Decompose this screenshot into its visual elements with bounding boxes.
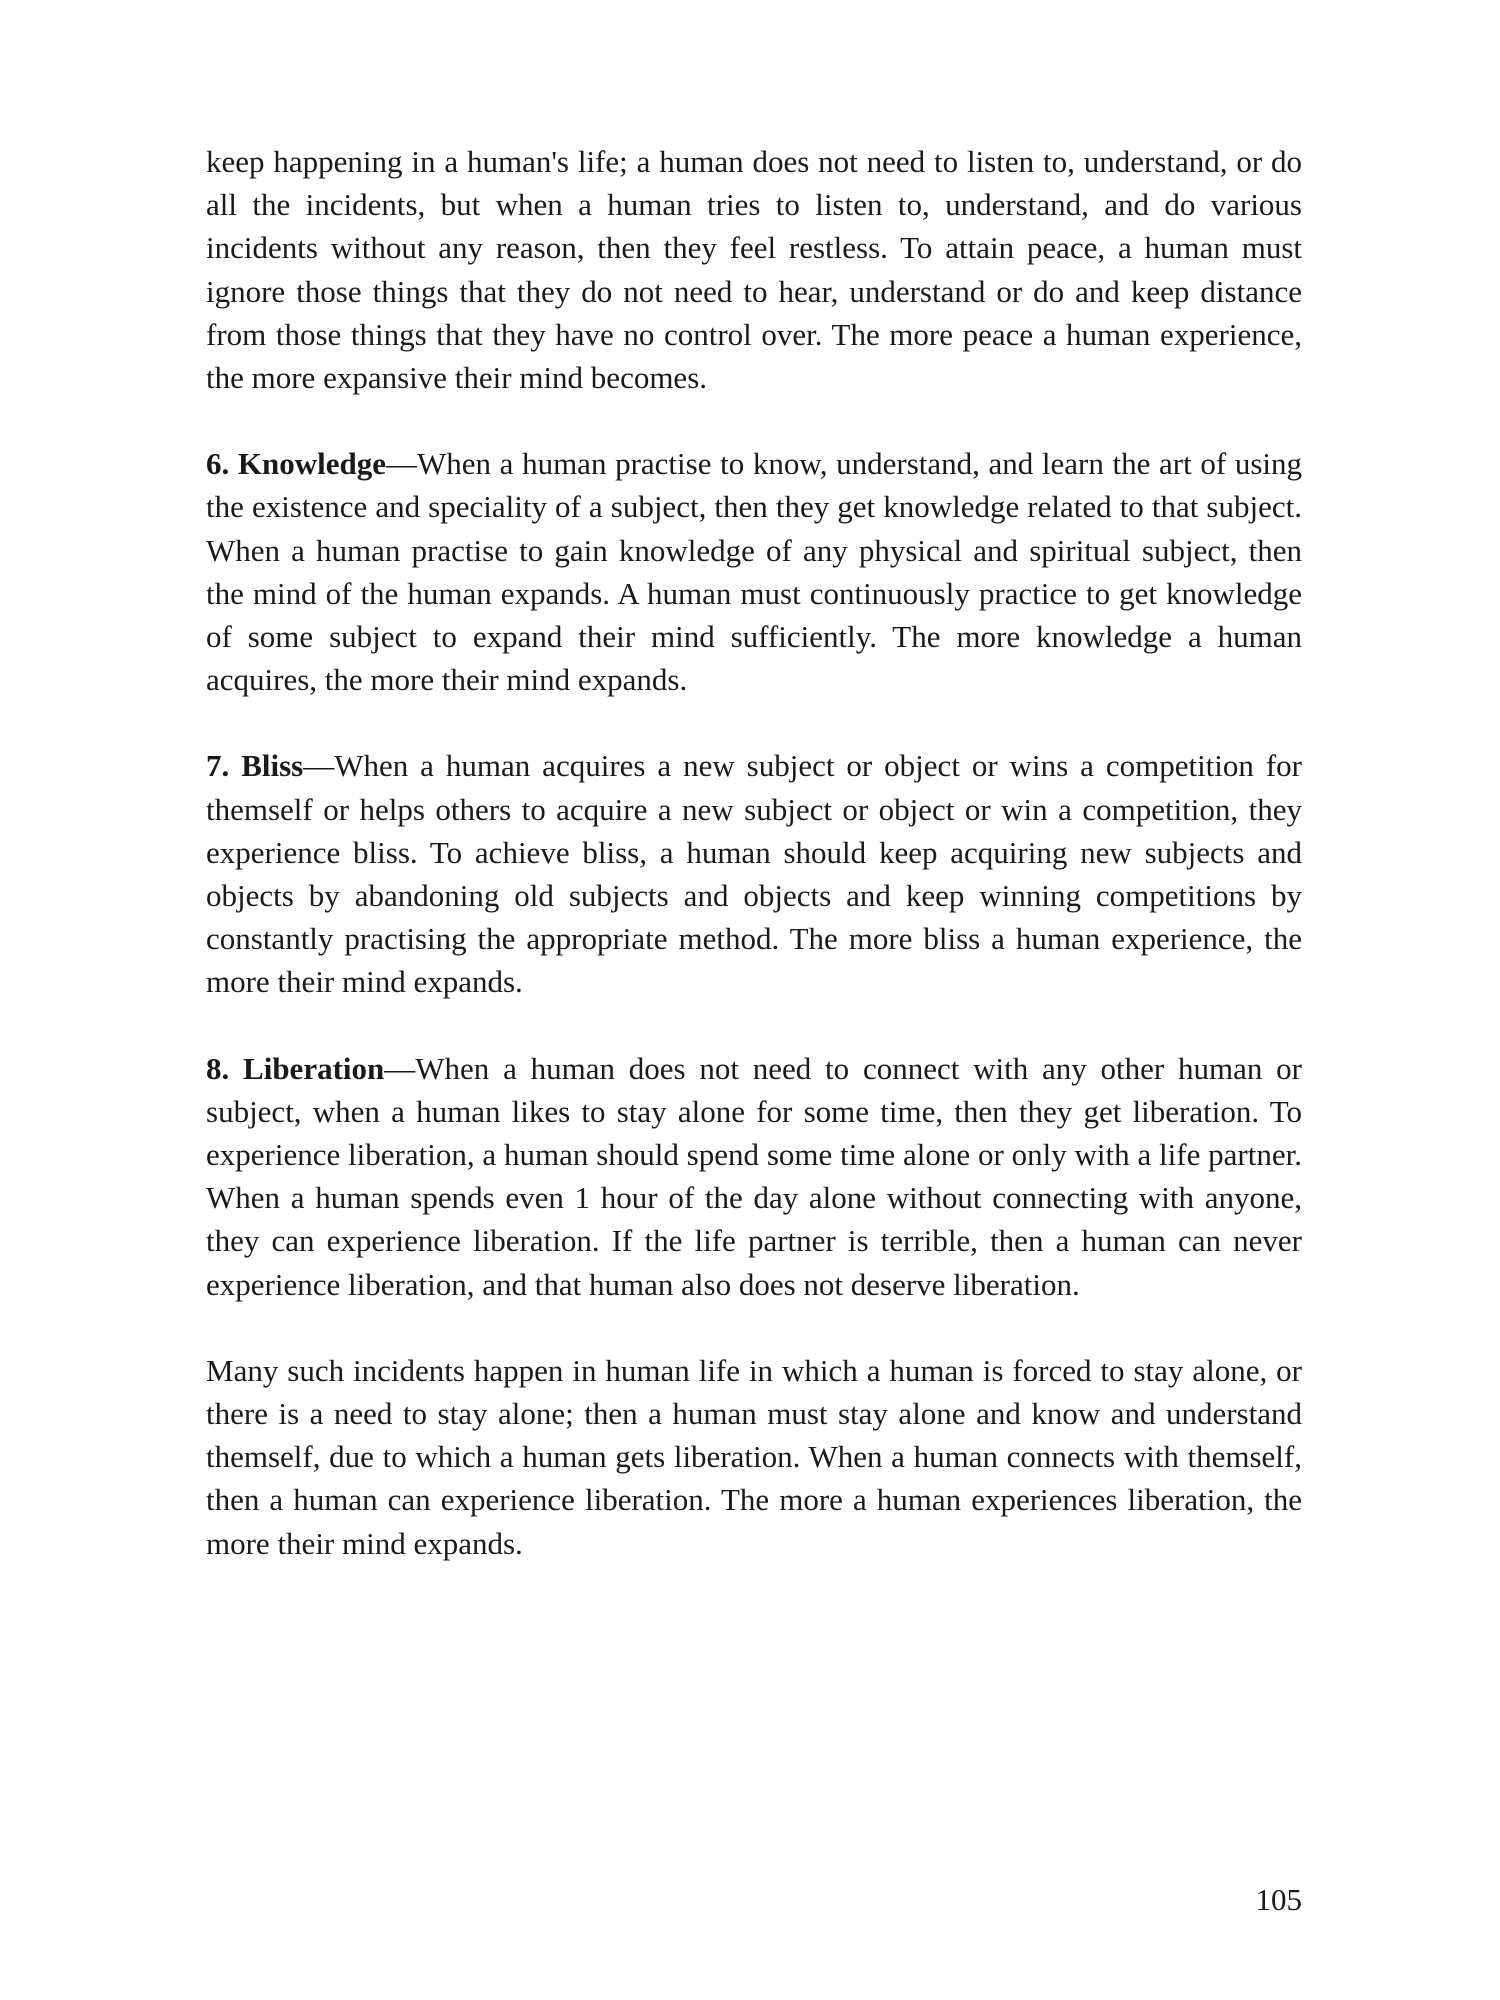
paragraph-text: —When a human acquires a new subject or object or wins a competition for themself or helps others to acquire a new subject or object or win a competition, they experience bliss. To achieve bliss, a human should keep acquiring new subjects and objects by abandoning old subjects and objects and keep winning competitions by constantly practising the appropriate method. The more bliss a human experience, the more their mind expands. xyxy=(206,748,1302,1000)
page-number: 105 xyxy=(1255,1882,1302,1917)
paragraph-bliss xyxy=(206,744,1302,1003)
paragraph-text: keep happening in a human's life; a human does not need to listen to, understand, or do all the incidents, but when a human tries to listen to, understand, and do various incidents without any reason, then they feel restless. To attain peace, a human must ignore those things that they do not need to hear, understand or do and keep distance from those things that they have no control over. The more peace a human experience, the more expansive their mind becomes. xyxy=(206,144,1302,396)
section-heading-knowledge: 6. Knowledge xyxy=(206,446,387,482)
paragraph-peace-continued xyxy=(206,140,1302,399)
paragraph-text: —When a human practise to know, understand, and learn the art of using the existence and speciality of a subject, then they get knowledge related to that subject. When a human practise to gain knowledge of any physical and spiritual subject, then the mind of the human expands. A human must continuously practice to get knowledge of some subject to expand their mind sufficiently. The more knowledge a human acquires, the more their mind expands. xyxy=(206,446,1303,698)
page-body xyxy=(206,140,1302,1608)
paragraph-liberation-continued xyxy=(206,1349,1302,1565)
paragraph-text: Many such incidents happen in human life in which a human is forced to stay alone, or there is a need to stay alone; then a human must stay alone and know and understand themself, due to which a human gets liberation. When a human connects with themself, then a human can experience liberation. The more a human experiences liberation, the more their mind expands. xyxy=(206,1352,1302,1561)
paragraph-knowledge xyxy=(206,442,1302,701)
section-heading-liberation: 8. Liberation xyxy=(206,1050,385,1086)
paragraph-liberation xyxy=(206,1047,1302,1306)
section-heading-bliss: 7. Bliss xyxy=(206,748,304,784)
paragraph-text: —When a human does not need to connect with any other human or subject, when a human likes to stay alone for some time, then they get liberation. To experience liberation, a human should spend some time alone or only with a life partner. When a human spends even 1 hour of the day alone without connecting with anyone, they can experience liberation. If the life partner is terrible, then a human can never experience liberation, and that human also does not deserve liberation. xyxy=(206,1050,1302,1302)
